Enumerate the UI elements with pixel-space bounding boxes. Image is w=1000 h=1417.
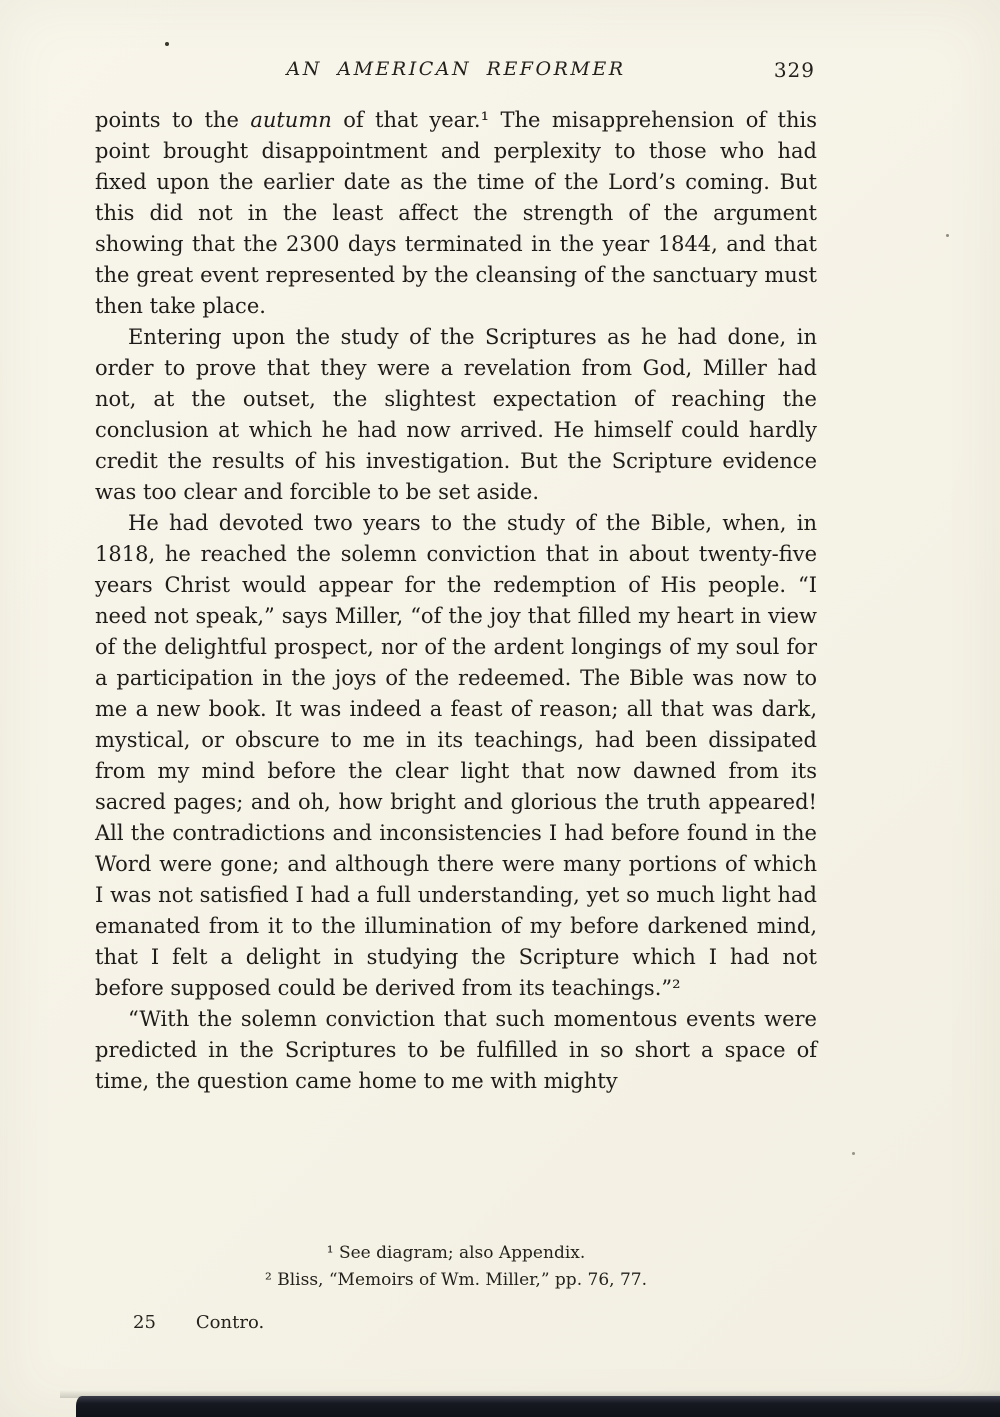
footnotes-block	[95, 1240, 817, 1294]
paragraph-1-pre: points to the	[95, 108, 251, 132]
page-title: AN AMERICAN REFORMER	[286, 58, 626, 80]
scan-speck	[946, 234, 949, 237]
signature-number: 25	[133, 1312, 156, 1333]
paragraph-1	[95, 105, 817, 322]
body-text-block	[95, 105, 817, 1097]
signature-label: Contro.	[195, 1312, 265, 1333]
paragraph-1-italic-word: autumn	[250, 108, 332, 132]
paragraph-4: “With the solemn conviction that such momentous events were predicted in the Scriptures to be fulfilled in so short a space of time, the question came home to me with mighty	[95, 1007, 817, 1093]
paragraph-3: He had devoted two years to the study of the Bible, when, in 1818, he reached the solemn conviction that in about twenty-five years Christ would appear for the redemption of His people. “I need not speak,” says Miller, “of the joy that filled my heart in view of the delightful prospect, nor of the ardent longings of my soul for a participation in the joys of the redeemed. The Bible was now to me a new book. It was indeed a feast of reason; all that was dark, mystical, or obscure to me in its teachings, had been dissipated from my mind before the clear light that now dawned from its sacred pages; and oh, how bright and glorious the truth appeared! All the contradictions and inconsistencies I had before found in the Word were gone; and although there were many portions of which I was not satisfied I had a full understanding, yet so much light had emanated from it to the illumination of my before darkened mind, that I felt a delight in studying the Scripture which I had not before supposed could be derived from its teachings.”²	[95, 511, 817, 1000]
footnote-2: ² Bliss, “Memoirs of Wm. Miller,” pp. 76, 77.	[265, 1270, 647, 1290]
paragraph-2: Entering upon the study of the Scriptures as he had done, in order to prove that they were a revelation from God, Miller had not, at the outset, the slightest expectation of reaching the conclusion at which he had now arrived. He himself could hardly credit the results of his investigation. But the Scripture evidence was too clear and forcible to be set aside.	[95, 325, 817, 504]
scan-speck	[852, 1152, 855, 1155]
running-head	[95, 58, 817, 88]
footnote-1: ¹ See diagram; also Appendix.	[326, 1243, 586, 1263]
signature-line	[133, 1312, 264, 1333]
scan-speck	[165, 42, 169, 46]
page-number: 329	[773, 58, 815, 82]
paragraph-1-post: of that year.¹ The misapprehension of this point brought disappointment and perplexity to those who had fixed upon the earlier date as the time of the Lord’s coming. But this did not in the least affect the strength of the argument showing that the 2300 days terminated in the year 1844, and that the great event represented by the cleansing of the sanctuary must then take place.	[95, 108, 817, 318]
scan-edge-bar	[76, 1396, 1000, 1417]
